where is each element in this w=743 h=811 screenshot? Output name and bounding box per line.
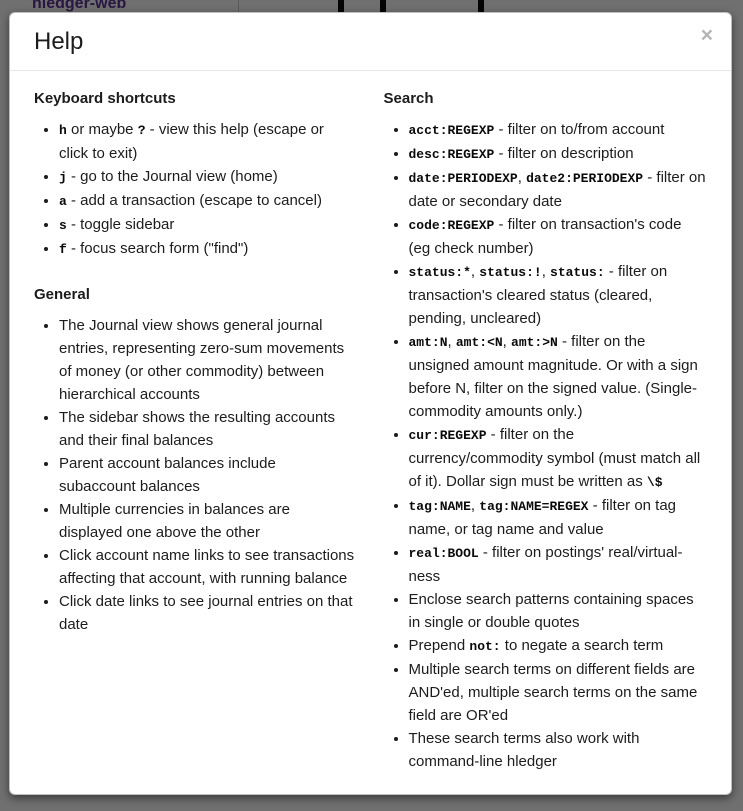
modal-header [10, 13, 731, 71]
code-snippet: real:BOOL [408, 546, 479, 561]
close-icon[interactable]: × [697, 23, 717, 48]
help-item: • code:REGEXP - filter on transaction's code (eg check number) [409, 213, 708, 260]
help-item: • tag:NAME, tag:NAME=REGEX - filter on tag name, or tag name and value [409, 494, 708, 541]
help-item: • Prepend not: to negate a search term [409, 634, 708, 658]
help-item: • f - focus search form ("find") [59, 237, 356, 261]
code-snippet: a [59, 194, 67, 209]
code-snippet: desc:REGEXP [408, 147, 495, 162]
help-column-right [371, 89, 708, 773]
code-snippet: s [59, 218, 67, 233]
code-snippet: cur:REGEXP [408, 428, 487, 443]
help-item: • Click account name links to see transactions affecting that account, with running balance [59, 544, 356, 590]
code-snippet: amt:>N [511, 335, 558, 350]
section-heading: Search [383, 90, 434, 107]
help-column-left [34, 89, 371, 773]
code-snippet: status: [550, 265, 605, 280]
code-snippet: date2:PERIODEXP [526, 171, 644, 186]
help-item: • desc:REGEXP - filter on description [409, 142, 708, 166]
help-item: • The Journal view shows general journal entries, representing zero-sum movements of money (or other commodity) between hierarchical accounts [59, 314, 356, 406]
code-snippet: not: [469, 639, 501, 654]
help-item: • amt:N, amt:<N, amt:>N - filter on the unsigned amount magnitude. Or with a sign before N, filter on the signed value. (Single-commodity amounts only.) [409, 330, 708, 423]
help-list [384, 118, 708, 773]
code-snippet: amt:N [408, 335, 448, 350]
modal-body [10, 71, 731, 783]
help-item: • These search terms also work with command-line hledger [409, 727, 708, 773]
help-item: • Multiple currencies in balances are displayed one above the other [59, 498, 356, 544]
help-modal [9, 12, 732, 795]
code-snippet: ? [137, 123, 146, 138]
modal-title: Help [34, 28, 84, 55]
help-item: • cur:REGEXP - filter on the currency/commodity symbol (must match all of it). Dollar sign must be written as \$ [409, 423, 708, 494]
code-snippet: code:REGEXP [408, 218, 495, 233]
help-item: • real:BOOL - filter on postings' real/virtual-ness [409, 541, 708, 588]
help-item: • j - go to the Journal view (home) [59, 165, 356, 189]
help-item: • h or maybe ? - view this help (escape or click to exit) [59, 118, 356, 165]
help-item: • Multiple search terms on different fields are AND'ed, multiple search terms on the same field are OR'ed [409, 658, 708, 727]
code-snippet: j [59, 170, 67, 185]
code-snippet: f [59, 242, 67, 257]
code-snippet: status:* [408, 265, 471, 280]
help-item: • Click date links to see journal entries on that date [59, 590, 356, 636]
code-snippet: status:! [479, 265, 542, 280]
help-item: • status:*, status:!, status: - filter on transaction's cleared status (cleared, pending, uncleared) [409, 260, 708, 330]
code-snippet: acct:REGEXP [408, 123, 495, 138]
help-item: • a - add a transaction (escape to cancel) [59, 189, 356, 213]
help-item: • Enclose search patterns containing spaces in single or double quotes [409, 588, 708, 634]
help-item: • Parent account balances include subaccount balances [59, 452, 356, 498]
code-snippet: amt:<N [455, 335, 503, 350]
help-list [34, 314, 356, 636]
section-heading: General [34, 286, 90, 303]
help-item: • date:PERIODEXP, date2:PERIODEXP - filter on date or secondary date [409, 166, 708, 213]
help-item: • The sidebar shows the resulting accounts and their final balances [59, 406, 356, 452]
code-snippet: h [59, 123, 67, 138]
code-snippet: \$ [646, 475, 663, 490]
help-list [34, 118, 356, 261]
code-snippet: tag:NAME=REGEX [479, 499, 589, 514]
section-heading: Keyboard shortcuts [34, 90, 176, 107]
code-snippet: date:PERIODEXP [408, 171, 518, 186]
code-snippet: tag:NAME [408, 499, 471, 514]
help-item: • s - toggle sidebar [59, 213, 356, 237]
help-item: • acct:REGEXP - filter on to/from account [409, 118, 708, 142]
